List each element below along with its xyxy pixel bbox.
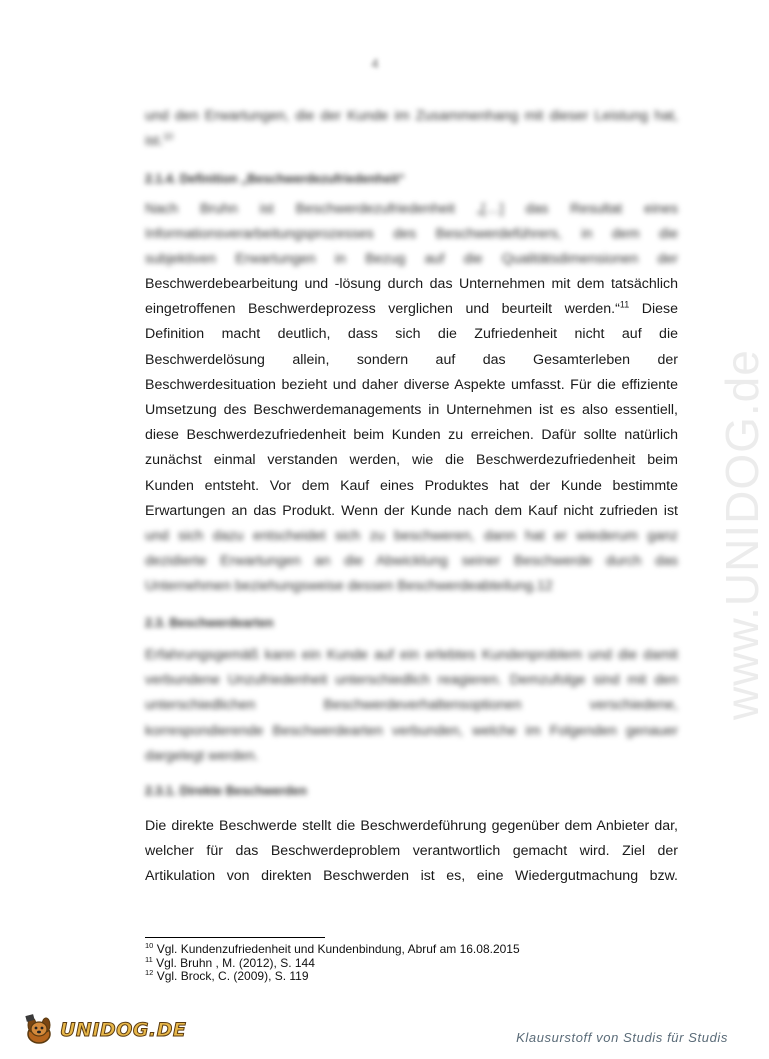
paragraph-blurred-4 <box>145 643 678 769</box>
footnote-item <box>145 970 520 984</box>
unidog-logo[interactable] <box>22 1013 186 1047</box>
text-line: Nach Bruhn ist Beschwerdezufriedenheit „[…] das Resultat eines <box>145 201 678 217</box>
text-line: subjektiven Erwartungen in Bezug auf die Qualitätsdimensionen der <box>145 251 678 268</box>
footnote-number: 10 <box>145 941 154 950</box>
text-line: Beschwerdebearbeitung und -lösung durch das Unternehmen mit dem tatsächlich <box>145 276 678 292</box>
paragraph-blurred-1 <box>145 104 678 154</box>
paragraph-blurred-3 <box>145 524 678 600</box>
text-line: korrespondierende Beschwerdearten verbunden, welche im Folgenden genauer <box>145 722 678 739</box>
footnote-number: 11 <box>145 954 153 964</box>
footnotes <box>145 943 520 984</box>
footnote-text: Vgl. Kundenzufriedenheit und Kundenbindung, Abruf am 16.08.2015 <box>156 942 520 956</box>
text-line: zunächst einmal verstanden werden, wie die Beschwerdezufriedenheit beim <box>145 452 678 469</box>
text-line: dezidierte Erwartungen an die Abwicklung seiner Beschwerde durch das <box>145 553 678 570</box>
logo-text: UNIDOG.DE <box>60 1019 187 1041</box>
text-line: Die direkte Beschwerde stellt die Beschwerdeführung gegenüber dem Anbieter dar, <box>145 818 678 834</box>
paragraph-main <box>145 272 678 524</box>
footnote-text: Vgl. Bruhn , M. (2012), S. 144 <box>156 955 315 970</box>
text-line: Artikulation von direkten Beschwerden ist es, eine Wiedergutmachung bzw. <box>145 868 678 885</box>
text-line: Erwartungen an das Produkt. Wenn der Kunde nach dem Kauf nicht zufrieden ist <box>145 502 678 519</box>
section-heading-beschwerdearten: 2.3. Beschwerdearten <box>145 616 274 630</box>
footnote-text: Vgl. Brock, C. (2009), S. 119 <box>156 969 309 983</box>
footnote-ref: 11 <box>619 299 630 310</box>
section-heading-definition: 2.1.4. Definition „Beschwerdezufriedenheit“ <box>145 172 405 186</box>
page-number: 4 <box>371 56 379 71</box>
footnote-divider <box>145 937 325 938</box>
section-heading-direkte-beschwerden: 2.3.1. Direkte Beschwerden <box>145 784 307 798</box>
footnote-item <box>145 943 520 957</box>
paragraph-blurred-2 <box>145 197 678 273</box>
watermark-text: www.UNIDOG.de <box>716 349 768 720</box>
footnote-ref: 12 <box>537 578 553 595</box>
text-line: Kunden entsteht. Vor dem Kauf eines Produktes hat der Kunde bestimmte <box>145 477 678 494</box>
text-line: welcher für das Beschwerdeproblem verantwortlich gemacht wird. Ziel der <box>145 843 678 860</box>
text-line: unterschiedlichen Beschwerdeverhaltensoptionen verschiedene, <box>145 697 678 714</box>
text-line-with-ref <box>145 574 678 599</box>
text-line: Unternehmen beziehungsweise dessen Beschwerdeabteilung. <box>145 578 537 595</box>
text-line: und sich dazu entscheidet sich zu beschweren, dann hat er wiederum ganz <box>145 528 678 544</box>
paragraph-direkte-beschwerden <box>145 814 678 890</box>
paragraph-text: und den Erwartungen, die der Kunde im Zusammenhang mit dieser Leistung hat, ist. <box>145 108 678 150</box>
text-line: Beschwerdesituation bezieht und daher diverse Aspekte umfasst. Für die effiziente <box>145 376 678 393</box>
text-line: eingetroffenen Beschwerdeprozess verglichen und beurteilt werden.“ <box>145 301 620 318</box>
footnote-item <box>145 954 520 971</box>
dog-mascot-icon <box>22 1013 56 1047</box>
text-line: Definition macht deutlich, dass sich die Zufriedenheit nicht auf die <box>145 326 678 343</box>
text-line: dargelegt werden. <box>145 747 259 764</box>
text-line: Beschwerdelösung allein, sondern auf das Gesamterleben der <box>145 351 678 368</box>
text-line: verbundene Unzufriedenheit unterschiedlich reagieren. Demzufolge sind mit den <box>145 672 678 689</box>
footnote-ref: 10 <box>163 131 174 142</box>
text-line: diese Beschwerdezufriedenheit beim Kunden zu erreichen. Dafür sollte natürlich <box>145 427 678 444</box>
footnote-number: 12 <box>145 968 154 977</box>
text-line: Umsetzung des Beschwerdemanagements in Unternehmen ist es also essentiell, <box>145 401 678 418</box>
text-line-tail: Diese <box>629 301 679 318</box>
text-line: Informationsverarbeitungsprozesses des Beschwerdeführers, in dem die <box>145 226 678 243</box>
text-line: Erfahrungsgemäß kann ein Kunde auf ein erlebtes Kundenproblem und die damit <box>145 647 678 663</box>
text-line-with-ref <box>145 297 678 322</box>
slogan-text: Klausurstoff von Studis für Studis <box>516 1030 728 1045</box>
